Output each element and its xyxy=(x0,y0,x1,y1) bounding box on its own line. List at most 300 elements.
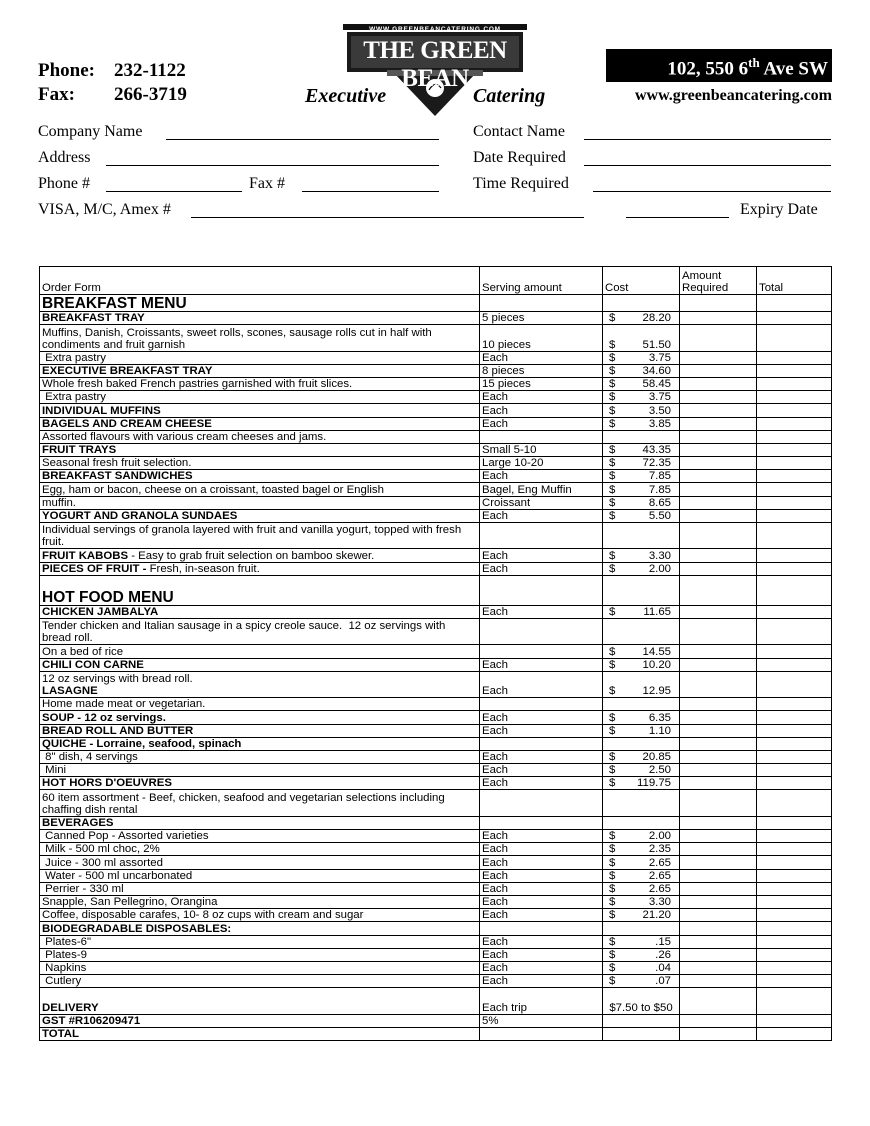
total-cell[interactable] xyxy=(757,417,832,430)
table-row xyxy=(40,711,832,724)
cost-value: 3.50 xyxy=(648,404,671,417)
item-cell xyxy=(40,645,480,658)
total-cell[interactable] xyxy=(757,750,832,763)
amount-required-cell[interactable] xyxy=(680,618,757,644)
currency-symbol: $ xyxy=(609,685,616,698)
table-row xyxy=(40,364,832,377)
item-desc: Whole fresh baked French pastries garnished with fruit slices. xyxy=(42,378,353,391)
item-title: BREAKFAST TRAY xyxy=(42,312,145,325)
amount-required-cell[interactable] xyxy=(680,895,757,908)
serving-cell: Each xyxy=(480,935,603,948)
amount-required-cell[interactable] xyxy=(680,882,757,895)
item-cell xyxy=(40,895,480,908)
table-row xyxy=(40,909,832,922)
date-required-field[interactable] xyxy=(584,165,831,166)
item-desc: Plates-9 xyxy=(42,948,87,961)
cost-value: 2.65 xyxy=(648,882,671,895)
amount-required-cell[interactable] xyxy=(680,351,757,364)
table-row xyxy=(40,816,832,829)
total-cell[interactable] xyxy=(757,605,832,618)
cost-cell xyxy=(603,364,680,377)
amount-required-cell[interactable] xyxy=(680,948,757,961)
item-cell xyxy=(40,605,480,618)
phone-field-label: Phone # xyxy=(38,175,90,192)
cost-cell xyxy=(603,443,680,456)
cost-cell xyxy=(603,645,680,658)
item-cell xyxy=(40,457,480,470)
serving-cell: 8 pieces xyxy=(480,364,603,377)
total-cell[interactable] xyxy=(757,391,832,404)
table-header-row xyxy=(40,267,832,295)
item-title: INDIVIDUAL MUFFINS xyxy=(42,404,161,417)
total-cell[interactable] xyxy=(757,496,832,509)
cost-value: 3.30 xyxy=(648,896,671,909)
serving-cell: Each xyxy=(480,711,603,724)
amount-required-cell[interactable] xyxy=(680,764,757,777)
fax-number: 266-3719 xyxy=(114,84,187,105)
amount-required-cell[interactable] xyxy=(680,1014,757,1027)
item-cell xyxy=(40,882,480,895)
amount-required-cell[interactable] xyxy=(680,843,757,856)
cost-value: 8.65 xyxy=(648,496,671,509)
item-cell xyxy=(40,391,480,404)
item-cell xyxy=(40,764,480,777)
total-cell[interactable] xyxy=(757,869,832,882)
amount-required-cell[interactable] xyxy=(680,404,757,417)
currency-symbol: $ xyxy=(609,962,616,975)
cost-cell xyxy=(603,377,680,390)
currency-symbol: $ xyxy=(609,935,616,948)
currency-symbol: $ xyxy=(609,645,616,658)
table-row xyxy=(40,443,832,456)
total-cell[interactable] xyxy=(757,351,832,364)
table-row xyxy=(40,830,832,843)
currency-symbol: $ xyxy=(609,496,616,509)
item-title: BEVERAGES xyxy=(42,817,114,830)
item-desc: Seasonal fresh fruit selection. xyxy=(42,457,192,470)
amount-required-cell[interactable] xyxy=(680,430,757,443)
table-row xyxy=(40,618,832,644)
currency-symbol: $ xyxy=(609,830,616,843)
amount-required-cell[interactable] xyxy=(680,417,757,430)
cost-cell xyxy=(603,830,680,843)
table-row xyxy=(40,605,832,618)
table-row xyxy=(40,843,832,856)
item-cell xyxy=(40,711,480,724)
item-desc: Individual servings of granola layered with fruit and vanilla yogurt, topped with fresh fruit. xyxy=(42,524,465,549)
cost-cell xyxy=(603,975,680,988)
amount-required-cell xyxy=(680,575,757,605)
cost-cell xyxy=(603,658,680,671)
expiry-field[interactable] xyxy=(626,217,729,218)
table-row xyxy=(40,1014,832,1027)
serving-cell: Each xyxy=(480,830,603,843)
cost-value: 2.35 xyxy=(648,843,671,856)
tagline-executive: Executive xyxy=(305,85,387,107)
total-cell[interactable] xyxy=(757,404,832,417)
item-desc: Perrier - 330 ml xyxy=(42,882,124,895)
cost-cell xyxy=(603,549,680,562)
item-title: LASAGNE xyxy=(42,685,98,698)
card-field[interactable] xyxy=(191,217,584,218)
serving-cell: Each xyxy=(480,961,603,974)
address-pre: 102, 550 6 xyxy=(667,58,749,80)
cost-value: 2.65 xyxy=(648,856,671,869)
phone-line xyxy=(38,60,186,82)
serving-cell: Each xyxy=(480,605,603,618)
item-cell xyxy=(40,922,480,935)
serving-cell xyxy=(480,295,603,312)
cost-cell xyxy=(603,391,680,404)
currency-symbol: $ xyxy=(609,605,616,618)
cost-cell xyxy=(603,575,680,605)
total-cell[interactable] xyxy=(757,645,832,658)
item-title: HOT HORS D'OEUVRES xyxy=(42,777,172,790)
total-cell[interactable] xyxy=(757,882,832,895)
col-header-cost: Cost xyxy=(603,267,680,295)
amount-required-cell[interactable] xyxy=(680,312,757,325)
table-row xyxy=(40,882,832,895)
item-cell xyxy=(40,856,480,869)
amount-required-cell[interactable] xyxy=(680,816,757,829)
amount-required-cell[interactable] xyxy=(680,470,757,483)
item-title: FRUIT TRAYS xyxy=(42,444,117,457)
total-cell[interactable] xyxy=(757,724,832,737)
item-desc: Extra pastry xyxy=(42,391,106,404)
serving-cell: Each xyxy=(480,869,603,882)
item-cell xyxy=(40,549,480,562)
table-row xyxy=(40,737,832,750)
serving-cell: Each xyxy=(480,549,603,562)
total-cell[interactable] xyxy=(757,312,832,325)
amount-required-cell[interactable] xyxy=(680,961,757,974)
amount-required-cell[interactable] xyxy=(680,869,757,882)
table-row xyxy=(40,430,832,443)
currency-symbol: $ xyxy=(609,896,616,909)
item-cell xyxy=(40,961,480,974)
item-cell xyxy=(40,364,480,377)
item-cell xyxy=(40,948,480,961)
total-cell[interactable] xyxy=(757,935,832,948)
total-cell[interactable] xyxy=(757,816,832,829)
cost-cell xyxy=(603,509,680,522)
amount-required-cell[interactable] xyxy=(680,562,757,575)
total-cell[interactable] xyxy=(757,1014,832,1027)
total-cell[interactable] xyxy=(757,509,832,522)
phone-label: Phone: xyxy=(38,60,95,81)
logo-url: WWW.GREENBEANCATERING.COM xyxy=(369,26,501,33)
fax-field[interactable] xyxy=(302,191,439,192)
amount-required-cell[interactable] xyxy=(680,777,757,790)
item-cell xyxy=(40,312,480,325)
total-cell[interactable] xyxy=(757,790,832,816)
total-cell[interactable] xyxy=(757,671,832,697)
cost-value: 14.55 xyxy=(642,645,671,658)
amount-required-cell[interactable] xyxy=(680,909,757,922)
cost-cell xyxy=(603,523,680,549)
item-cell xyxy=(40,470,480,483)
amount-required-cell[interactable] xyxy=(680,605,757,618)
col-header-item: Order Form xyxy=(40,267,480,295)
time-required-field[interactable] xyxy=(593,191,831,192)
amount-required-cell[interactable] xyxy=(680,790,757,816)
amount-required-cell[interactable] xyxy=(680,698,757,711)
table-row xyxy=(40,549,832,562)
currency-symbol: $ xyxy=(609,562,616,575)
total-cell[interactable] xyxy=(757,856,832,869)
section-row xyxy=(40,575,832,605)
currency-symbol: $ xyxy=(609,856,616,869)
total-cell[interactable] xyxy=(757,364,832,377)
item-desc: Milk - 500 ml choc, 2% xyxy=(42,843,160,856)
serving-cell: Each xyxy=(480,856,603,869)
serving-cell xyxy=(480,523,603,549)
item-desc: Canned Pop - Assorted varieties xyxy=(42,830,209,843)
item-cell xyxy=(40,562,480,575)
serving-cell: Each xyxy=(480,658,603,671)
table-row xyxy=(40,724,832,737)
serving-cell: Each trip xyxy=(480,988,603,1014)
cost-cell xyxy=(603,483,680,496)
item-title: TOTAL xyxy=(42,1028,79,1041)
total-cell[interactable] xyxy=(757,430,832,443)
total-cell[interactable] xyxy=(757,843,832,856)
amount-required-cell[interactable] xyxy=(680,750,757,763)
table-row xyxy=(40,922,832,935)
table-row xyxy=(40,750,832,763)
item-desc: Assorted flavours with various cream cheeses and jams. xyxy=(42,430,327,443)
table-row xyxy=(40,895,832,908)
item-cell xyxy=(40,325,480,351)
serving-cell xyxy=(480,698,603,711)
total-cell[interactable] xyxy=(757,1027,832,1040)
section-title: BREAKFAST MENU xyxy=(42,295,187,312)
table-row xyxy=(40,351,832,364)
serving-cell: Each xyxy=(480,882,603,895)
amount-required-cell[interactable] xyxy=(680,671,757,697)
amount-required-cell[interactable] xyxy=(680,922,757,935)
item-cell xyxy=(40,377,480,390)
serving-cell xyxy=(480,645,603,658)
amount-required-cell[interactable] xyxy=(680,975,757,988)
cost-cell xyxy=(603,496,680,509)
item-cell xyxy=(40,295,480,312)
item-title: FRUIT KABOBS xyxy=(42,549,129,562)
serving-cell: Each xyxy=(480,777,603,790)
cost-value: 11.65 xyxy=(643,605,671,618)
total-cell[interactable] xyxy=(757,777,832,790)
amount-required-cell[interactable] xyxy=(680,391,757,404)
total-cell[interactable] xyxy=(757,948,832,961)
item-title: BREAKFAST SANDWICHES xyxy=(42,470,193,483)
cost-cell xyxy=(603,562,680,575)
total-cell[interactable] xyxy=(757,658,832,671)
serving-cell xyxy=(480,1027,603,1040)
item-desc: Coffee, disposable carafes, 10- 8 oz cups with cream and sugar xyxy=(42,909,364,922)
total-cell[interactable] xyxy=(757,830,832,843)
currency-symbol: $ xyxy=(609,751,616,764)
currency-symbol: $ xyxy=(609,658,616,671)
item-cell xyxy=(40,671,480,697)
total-cell[interactable] xyxy=(757,483,832,496)
table-row xyxy=(40,671,832,697)
item-desc: 12 oz servings with bread roll. xyxy=(42,673,193,686)
currency-symbol: $ xyxy=(609,869,616,882)
item-cell xyxy=(40,417,480,430)
amount-required-cell[interactable] xyxy=(680,496,757,509)
item-title: GST #R106209471 xyxy=(42,1014,141,1027)
cost-cell xyxy=(603,843,680,856)
total-cell[interactable] xyxy=(757,618,832,644)
total-cell[interactable] xyxy=(757,909,832,922)
address-field[interactable] xyxy=(106,165,439,166)
cost-cell xyxy=(603,711,680,724)
amount-required-cell[interactable] xyxy=(680,325,757,351)
amount-required-cell[interactable] xyxy=(680,1027,757,1040)
total-cell[interactable] xyxy=(757,470,832,483)
cost-cell: $7.50 to $50 xyxy=(603,988,680,1014)
cost-cell xyxy=(603,922,680,935)
currency-symbol: $ xyxy=(609,364,616,377)
total-cell[interactable] xyxy=(757,562,832,575)
currency-symbol: $ xyxy=(609,312,616,325)
table-row xyxy=(40,698,832,711)
total-cell[interactable] xyxy=(757,764,832,777)
total-cell[interactable] xyxy=(757,961,832,974)
item-cell xyxy=(40,698,480,711)
company-name-label: Company Name xyxy=(38,123,143,140)
serving-cell: Small 5-10 xyxy=(480,443,603,456)
amount-required-cell[interactable] xyxy=(680,364,757,377)
item-title: CHILI CON CARNE xyxy=(42,658,144,671)
order-table-body xyxy=(40,295,832,1041)
contact-name-field[interactable] xyxy=(584,139,831,140)
cost-value: .04 xyxy=(655,962,671,975)
amount-required-cell[interactable] xyxy=(680,988,757,1014)
cost-value: 58.45 xyxy=(642,378,671,391)
col-header-total: Total xyxy=(757,267,832,295)
total-cell[interactable] xyxy=(757,711,832,724)
serving-cell: 10 pieces xyxy=(480,325,603,351)
contact-name-label: Contact Name xyxy=(473,123,565,140)
phone-field[interactable] xyxy=(106,191,242,192)
company-name-field[interactable] xyxy=(166,139,439,140)
item-cell xyxy=(40,404,480,417)
total-cell[interactable] xyxy=(757,698,832,711)
item-cell xyxy=(40,658,480,671)
total-cell[interactable] xyxy=(757,988,832,1014)
cost-cell xyxy=(603,777,680,790)
cost-value: 12.95 xyxy=(642,685,671,698)
table-row xyxy=(40,523,832,549)
amount-required-cell[interactable] xyxy=(680,737,757,750)
currency-symbol: $ xyxy=(609,764,616,777)
serving-cell: 15 pieces xyxy=(480,377,603,390)
cost-cell xyxy=(603,351,680,364)
total-cell[interactable] xyxy=(757,975,832,988)
currency-symbol: $ xyxy=(609,338,616,351)
amount-required-cell[interactable] xyxy=(680,724,757,737)
table-row xyxy=(40,496,832,509)
cost-cell xyxy=(603,618,680,644)
total-cell[interactable] xyxy=(757,523,832,549)
amount-required-cell[interactable] xyxy=(680,856,757,869)
cost-value: 10.20 xyxy=(642,658,671,671)
total-cell[interactable] xyxy=(757,737,832,750)
cost-value: 2.50 xyxy=(648,764,671,777)
cost-cell xyxy=(603,417,680,430)
amount-required-cell[interactable] xyxy=(680,509,757,522)
table-row xyxy=(40,961,832,974)
amount-required-cell[interactable] xyxy=(680,658,757,671)
logo-name: THE GREEN BEAN xyxy=(363,37,507,92)
item-desc: Cutlery xyxy=(42,975,82,988)
col-header-amount: Amount Required xyxy=(680,267,757,295)
cost-cell xyxy=(603,750,680,763)
total-cell[interactable] xyxy=(757,457,832,470)
amount-required-cell[interactable] xyxy=(680,935,757,948)
table-row xyxy=(40,562,832,575)
table-row xyxy=(40,457,832,470)
total-cell[interactable] xyxy=(757,377,832,390)
item-desc: 8" dish, 4 servings xyxy=(42,751,138,764)
serving-cell: Each xyxy=(480,509,603,522)
item-desc: Snapple, San Pellegrino, Orangina xyxy=(42,896,218,909)
cost-value: 51.50 xyxy=(642,338,671,351)
table-row xyxy=(40,975,832,988)
item-desc: Egg, ham or bacon, cheese on a croissant, toasted bagel or English xyxy=(42,483,384,496)
serving-cell: Each xyxy=(480,724,603,737)
amount-required-cell[interactable] xyxy=(680,457,757,470)
item-cell xyxy=(40,935,480,948)
serving-cell: Each xyxy=(480,975,603,988)
item-cell xyxy=(40,430,480,443)
amount-required-cell[interactable] xyxy=(680,443,757,456)
amount-required-cell[interactable] xyxy=(680,377,757,390)
table-row xyxy=(40,1027,832,1040)
amount-required-cell[interactable] xyxy=(680,523,757,549)
serving-cell xyxy=(480,737,603,750)
item-desc: Fresh, in-season fruit. xyxy=(146,562,260,575)
total-cell[interactable] xyxy=(757,325,832,351)
amount-required-cell[interactable] xyxy=(680,483,757,496)
total-cell[interactable] xyxy=(757,922,832,935)
table-row xyxy=(40,777,832,790)
item-title: PIECES OF FRUIT - xyxy=(42,562,147,575)
serving-cell: Each xyxy=(480,895,603,908)
cost-value: 34.60 xyxy=(642,364,671,377)
cost-value: .07 xyxy=(655,975,671,988)
amount-required-cell[interactable] xyxy=(680,645,757,658)
item-cell xyxy=(40,523,480,549)
table-row xyxy=(40,764,832,777)
amount-required-cell[interactable] xyxy=(680,711,757,724)
serving-cell xyxy=(480,816,603,829)
total-cell[interactable] xyxy=(757,895,832,908)
amount-required-cell[interactable] xyxy=(680,549,757,562)
item-title: BIODEGRADABLE DISPOSABLES: xyxy=(42,922,232,935)
table-row xyxy=(40,404,832,417)
total-cell[interactable] xyxy=(757,443,832,456)
currency-symbol: $ xyxy=(609,351,616,364)
serving-cell xyxy=(480,618,603,644)
amount-required-cell[interactable] xyxy=(680,830,757,843)
total-cell[interactable] xyxy=(757,549,832,562)
item-title: YOGURT AND GRANOLA SUNDAES xyxy=(42,510,238,523)
item-cell xyxy=(40,618,480,644)
amount-required-cell xyxy=(680,295,757,312)
table-row xyxy=(40,377,832,390)
